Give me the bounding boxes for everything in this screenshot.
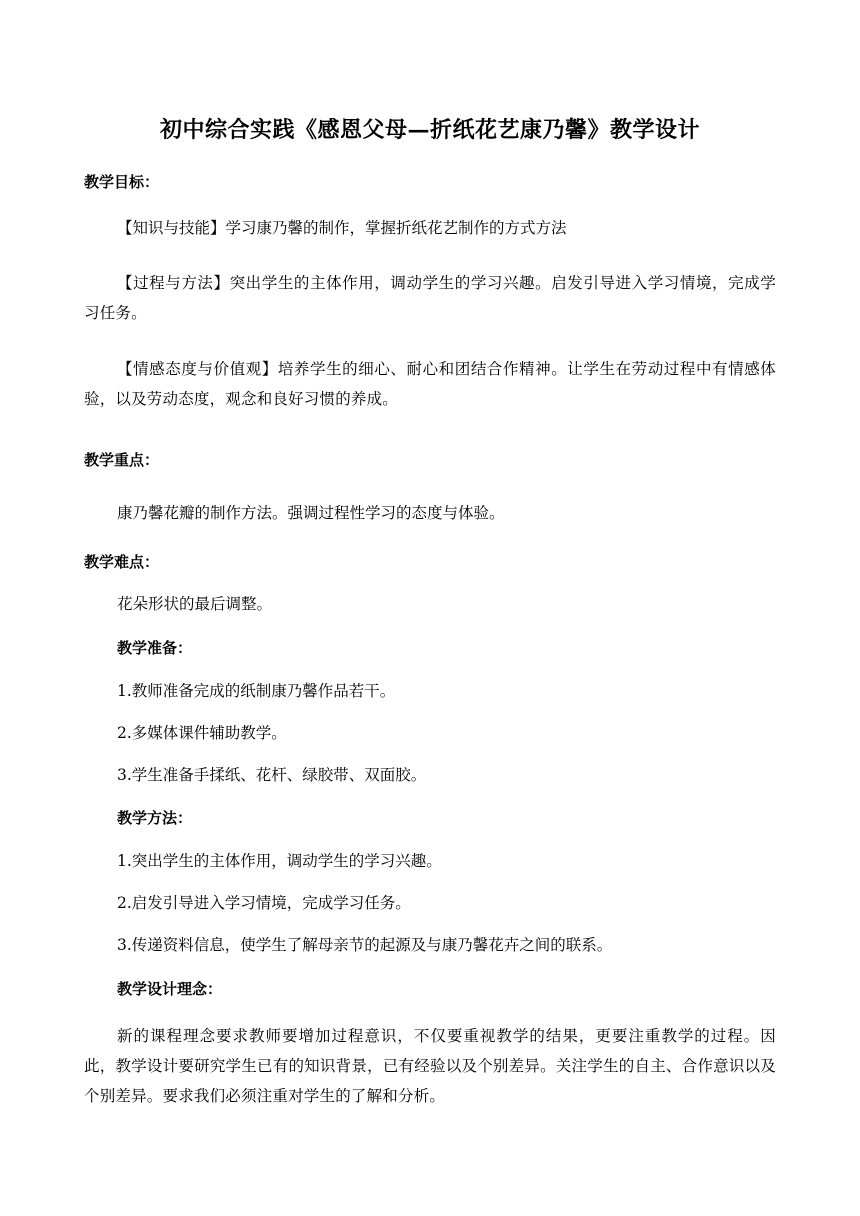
method-item: 3.传递资料信息，使学生了解母亲节的起源及与康乃馨花卉之间的联系。 — [117, 936, 613, 954]
preparation-item: 1.教师准备完成的纸制康乃馨作品若干。 — [117, 682, 396, 700]
page-title: 初中综合实践《感恩父母—折纸花艺康乃馨》教学设计 — [159, 117, 700, 143]
objectives-heading: 教学目标： — [84, 173, 160, 191]
objective-emotion: 【情感态度与价值观】培养学生的细心、耐心和团结合作精神。让学生在劳动过程中有情感体验，以及劳动态度，观念和良好习惯的养成。 — [84, 360, 776, 408]
difficulties-heading: 教学难点： — [84, 553, 160, 571]
method-item: 2.启发引导进入学习情境，完成学习任务。 — [117, 894, 411, 912]
concept-text: 新的课程理念要求教师要增加过程意识，不仅要重视教学的结果，更要注重教学的过程。因此，教学设计要研究学生已有的知识背景，已有经验以及个别差异。关注学生的自主、合作意识以及个别差异。要求我们必须注重对学生的了解和分析。 — [84, 1027, 776, 1105]
objective-knowledge: 【知识与技能】学习康乃馨的制作，掌握折纸花艺制作的方式方法 — [117, 219, 567, 237]
preparation-item: 2.多媒体课件辅助教学。 — [117, 724, 287, 742]
key-points-heading: 教学重点： — [84, 451, 160, 469]
objective-process: 【过程与方法】突出学生的主体作用，调动学生的学习兴趣。启发引导进入学习情境，完成学习任务。 — [84, 274, 776, 322]
preparation-item: 3.学生准备手揉纸、花杆、绿胶带、双面胶。 — [117, 766, 427, 784]
method-item: 1.突出学生的主体作用，调动学生的学习兴趣。 — [117, 852, 442, 870]
preparation-heading: 教学准备： — [117, 639, 193, 657]
key-points-text: 康乃馨花瓣的制作方法。强调过程性学习的态度与体验。 — [117, 504, 505, 522]
methods-heading: 教学方法： — [117, 809, 193, 827]
difficulties-text: 花朵形状的最后调整。 — [117, 595, 273, 613]
concept-heading: 教学设计理念： — [117, 980, 223, 998]
